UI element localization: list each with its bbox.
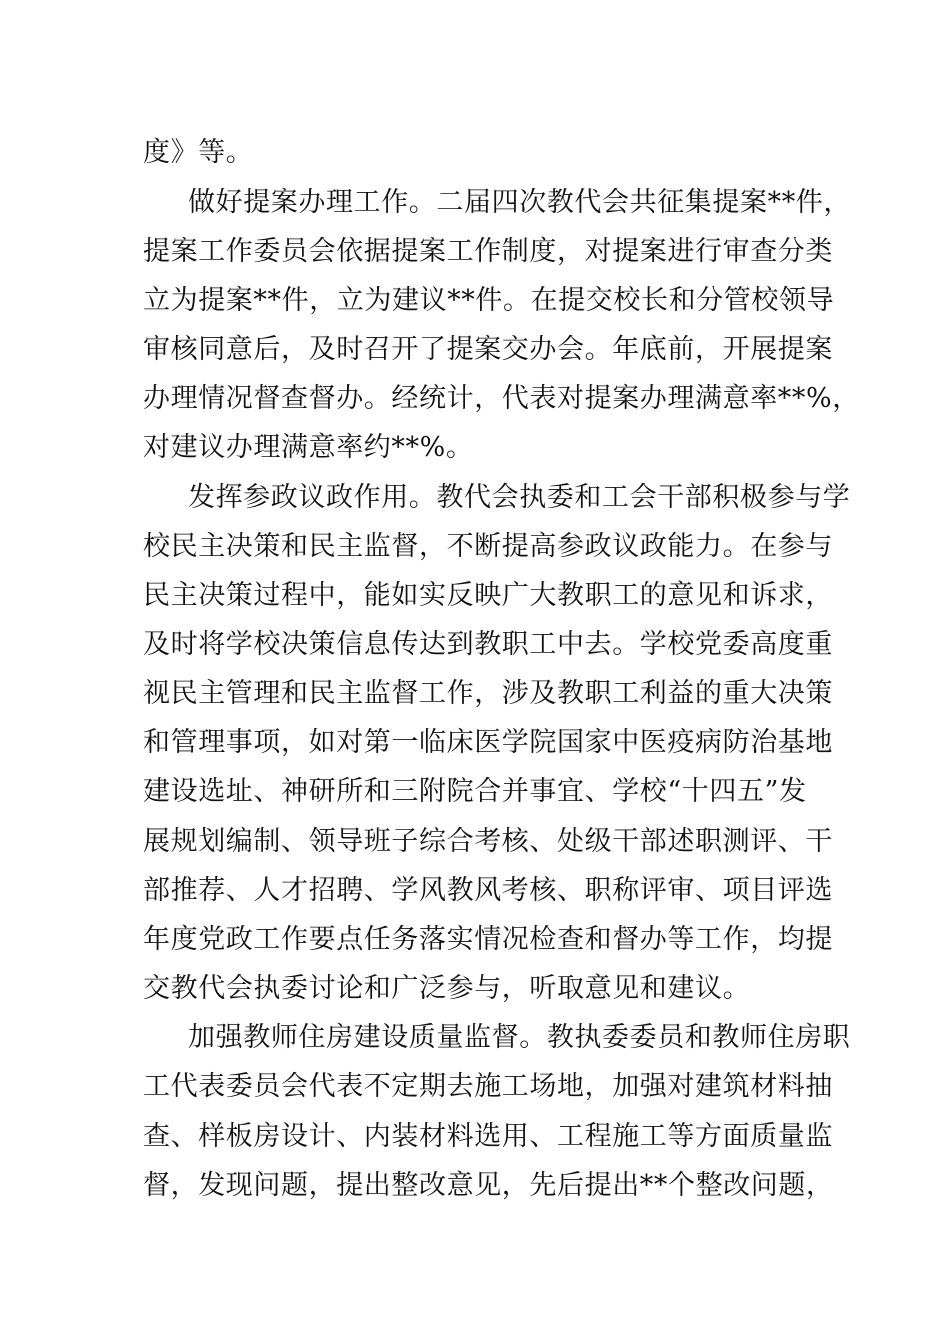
text-line: 查、样板房设计、内装材料选用、工程施工等方面质量监 (143, 1121, 833, 1152)
paragraph-first-line: 做好提案办理工作。二届四次教代会共征集提案**件， (188, 187, 851, 218)
text-line: 年度党政工作要点任务落实情况检查和督办等工作，均提 (143, 924, 833, 955)
text-line: 展规划编制、领导班子综合考核、处级干部述职测评、干 (143, 826, 833, 857)
text-line: 督，发现问题，提出整改意见，先后提出**个整改问题， (143, 1170, 834, 1201)
text-line: 交教代会执委讨论和广泛参与，听取意见和建议。 (143, 973, 751, 1004)
text-line: 度》等。 (143, 137, 254, 168)
text-line: 及时将学校决策信息传达到教职工中去。学校党委高度重 (143, 629, 833, 660)
text-line: 建设选址、神研所和三附院合并事宜、学校“十四五”发 (143, 776, 807, 807)
text-line: 办理情况督查督办。经统计，代表对提案办理满意率**%， (143, 383, 860, 414)
text-line: 工代表委员会代表不定期去施工场地，加强对建筑材料抽 (143, 1071, 833, 1102)
paragraph-first-line: 加强教师住房建设质量监督。教执委委员和教师住房职 (188, 1022, 851, 1053)
text-line: 立为提案**件，立为建议**件。在提交校长和分管校领导 (143, 285, 835, 316)
text-line: 民主决策过程中，能如实反映广大教职工的意见和诉求， (143, 580, 833, 611)
text-line: 提案工作委员会依据提案工作制度，对提案进行审查分类 (143, 236, 833, 267)
text-line: 部推荐、人才招聘、学风教风考核、职称评审、项目评选 (143, 875, 833, 906)
text-line: 视民主管理和民主监督工作，涉及教职工利益的重大决策 (143, 678, 833, 709)
text-line: 和管理事项，如对第一临床医学院国家中医疫病防治基地 (143, 727, 833, 758)
text-line: 审核同意后，及时召开了提案交办会。年底前，开展提案 (143, 334, 833, 365)
text-line: 对建议办理满意率约**%。 (143, 432, 474, 463)
text-line: 校民主决策和民主监督，不断提高参政议政能力。在参与 (143, 531, 833, 562)
paragraph-first-line: 发挥参政议政作用。教代会执委和工会干部积极参与学 (188, 482, 851, 513)
